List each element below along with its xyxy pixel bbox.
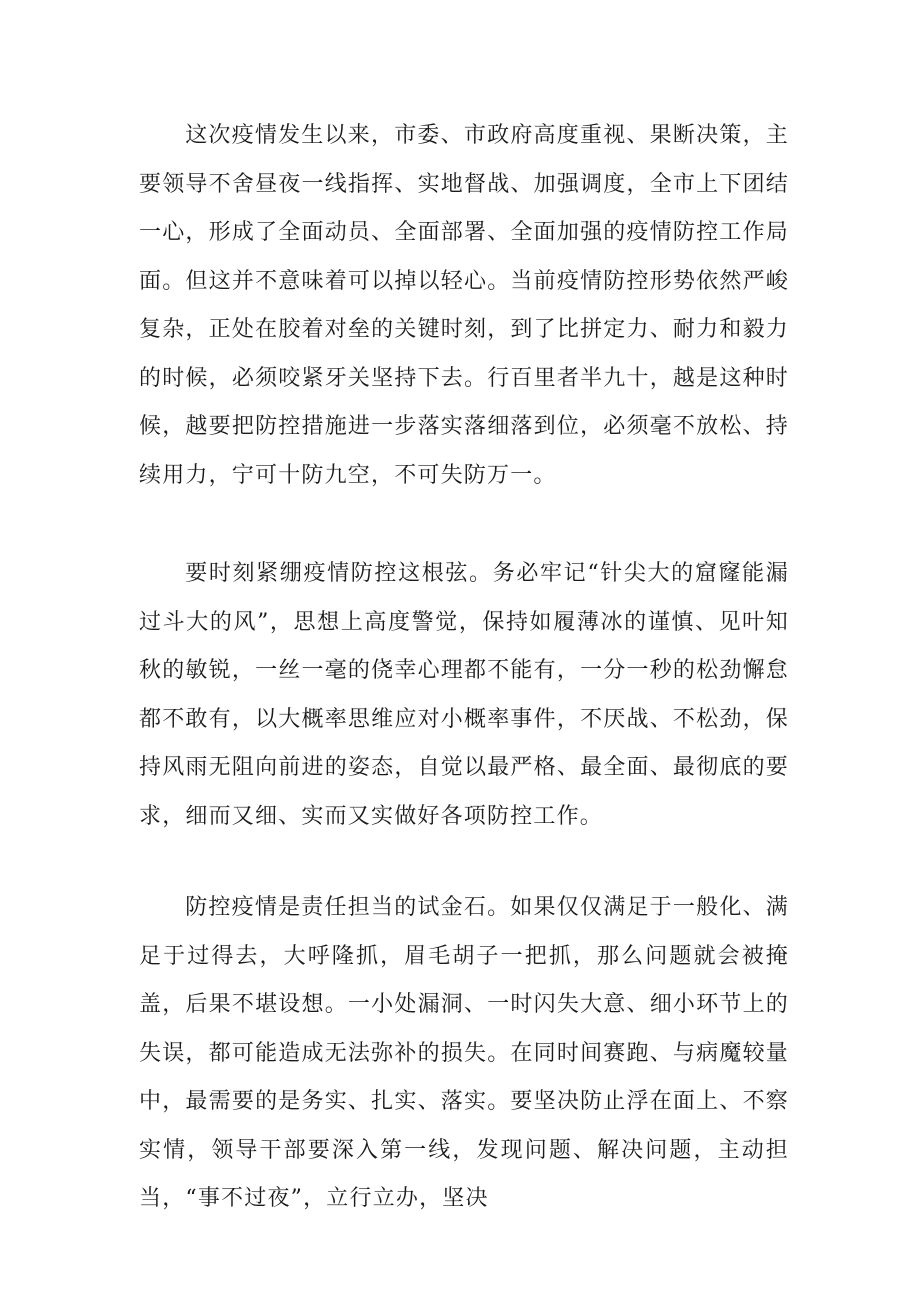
- paragraph-1: 这次疫情发生以来，市委、市政府高度重视、果断决策，主要领导不舍昼夜一线指挥、实地督战、加强调度，全市上下团结一心，形成了全面动员、全面部署、全面加强的疫情防控工作局面。但这并不意味着可以掉以轻心。当前疫情防控形势依然严峻复杂，正处在胶着对垒的关键时刻，到了比拼定力、耐力和毅力的时候，必须咬紧牙关坚持下去。行百里者半九十，越是这种时候，越要把防控措施进一步落实落细落到位，必须毫不放松、持续用力，宁可十防九空，不可失防万一。: [139, 123, 789, 488]
- paragraph-2: 要时刻紧绷疫情防控这根弦。务必牢记“针尖大的窟窿能漏过斗大的风”，思想上高度警觉，保持如履薄冰的谨慎、见叶知秋的敏锐，一丝一毫的侥幸心理都不能有，一分一秒的松劲懈怠都不敢有，以大概率思维应对小概率事件，不厌战、不松劲，保持风雨无阻向前进的姿态，自觉以最严格、最全面、最彻底的要求，细而又细、实而又实做好各项防控工作。: [139, 561, 789, 829]
- paragraph-3: 防控疫情是责任担当的试金石。如果仅仅满足于一般化、满足于过得去，大呼隆抓，眉毛胡子一把抓，那么问题就会被掩盖，后果不堪设想。一小处漏洞、一时闪失大意、细小环节上的失误，都可能造成无法弥补的损失。在同时间赛跑、与病魔较量中，最需要的是务实、扎实、落实。要坚决防止浮在面上、不察实情，领导干部要深入第一线，发现问题、解决问题，主动担当，“事不过夜”，立行立办，坚决: [139, 895, 789, 1211]
